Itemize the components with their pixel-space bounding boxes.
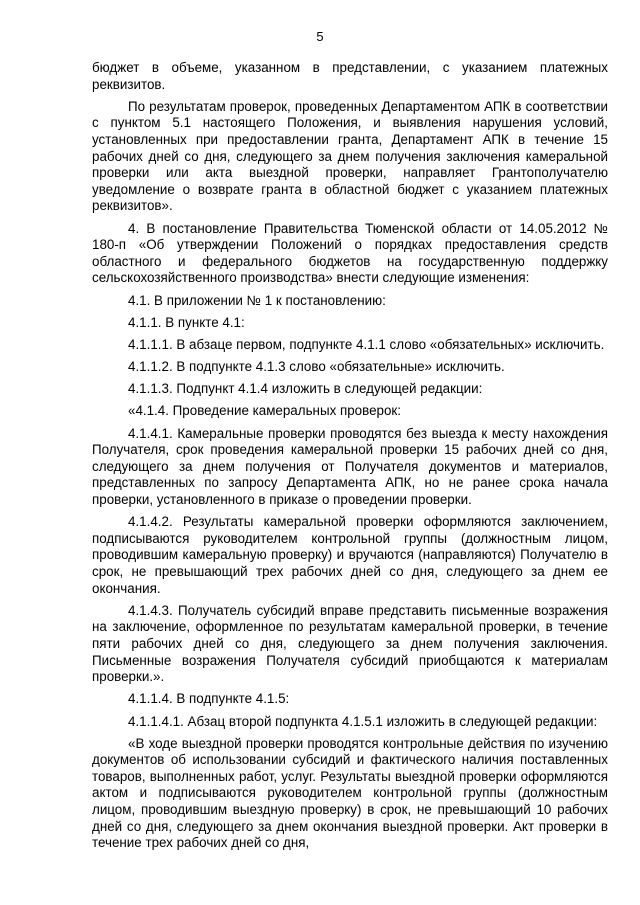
paragraph: 4.1. В приложении № 1 к постановлению: <box>128 292 386 308</box>
paragraph: 4.1.4.2. Результаты камеральной проверки оформляются заключением, подписываются руководителем контрольной группы (должностным лицом, проводившим камеральную проверку) и вручаются (направляются) Получателю в срок, не превышающий трех рабочих дней со дня, следующего за днем ее окончания. <box>92 514 608 596</box>
paragraph: 4.1.1.1. В абзаце первом, подпункте 4.1.1 слово «обязательных» исключить. <box>128 336 605 352</box>
paragraph: 4.1.1.3. Подпункт 4.1.4 изложить в следующей редакции: <box>128 381 483 397</box>
paragraph: 4.1.1. В пункте 4.1: <box>128 314 245 330</box>
paragraph: 4.1.1.4. В подпункте 4.1.5: <box>128 691 290 707</box>
paragraph: бюджет в объеме, указанном в представлении, с указанием платежных реквизитов. <box>92 60 608 92</box>
paragraph: 4.1.1.4.1. Абзац второй подпункта 4.1.5.1 изложить в следующей редакции: <box>128 713 598 729</box>
paragraph: «В ходе выездной проверки проводятся контрольные действия по изучению документов об использовании субсидий и фактического наличия поставленных товаров, выполненных работ, услуг. Результаты выездной проверки оформляются актом и подписываются руководителем контрольной группы (должностным лицом, проводившим выездную проверку) в срок, не превышающий 10 рабочих дней со дня, следующего за днем окончания выездной проверки. Акт проверки в течение трех рабочих дней со дня, <box>92 735 608 851</box>
paragraph: По результатам проверок, проведенных Департаментом АПК в соответствии с пунктом 5.1 настоящего Положения, и выявления нарушения условий, установленных при предоставлении гранта, Департамент АПК в течение 15 рабочих дней со дня, следующего за днем получения заключения камеральной проверки или акта выездной проверки, направляет Грантополучателю уведомление о возврате гранта в областной бюджет с указанием платежных реквизитов». <box>92 98 608 214</box>
paragraph: 4. В постановление Правительства Тюменской области от 14.05.2012 № 180-п «Об утверждении Положений о порядках предоставления средств областного и федерального бюджетов на государственную поддержку сельскохозяйственного производства» внести следующие изменения: <box>92 220 608 286</box>
document-body <box>92 60 608 857</box>
page-number: 5 <box>316 29 324 44</box>
paragraph: 4.1.1.2. В подпункте 4.1.3 слово «обязательные» исключить. <box>128 359 505 375</box>
paragraph: 4.1.4.1. Камеральные проверки проводятся без выезда к месту нахождения Получателя, срок проведения камеральной проверки 15 рабочих дней со дня, следующего за днем получения от Получателя документов и материалов, представленных по запросу Департамента АПК, но не ранее срока начала проверки, установленного в приказе о проведении проверки. <box>92 425 608 507</box>
paragraph: 4.1.4.3. Получатель субсидий вправе представить письменные возражения на заключение, оформленное по результатам камеральной проверки, в течение пяти рабочих дней со дня, следующего за днем получения заключения. Письменные возражения Получателя субсидий приобщаются к материалам проверки.». <box>92 602 608 685</box>
paragraph: «4.1.4. Проведение камеральных проверок: <box>128 403 402 419</box>
